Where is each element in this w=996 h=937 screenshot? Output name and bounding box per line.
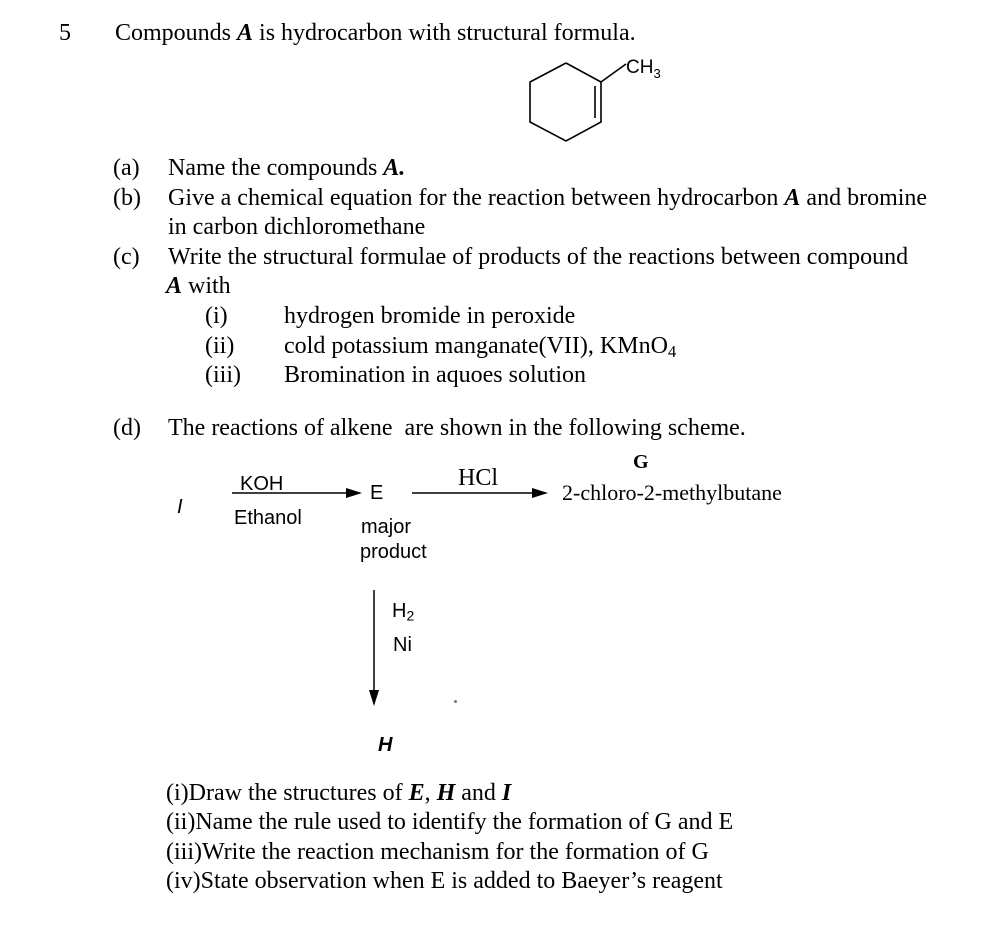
part-c-i-text: hydrogen bromide in peroxide	[284, 303, 576, 329]
intro-pre: Compounds	[115, 20, 238, 46]
stray-dot	[454, 700, 457, 703]
question-intro	[115, 19, 636, 47]
ring-bonds	[530, 63, 601, 141]
part-c-i-label: (i)	[205, 303, 228, 329]
question-i-prefix: (i)Draw the structures of	[166, 780, 409, 806]
arrow-h2-ni	[366, 590, 382, 708]
part-c-iii-text: Bromination in aquoes solution	[284, 362, 586, 388]
reagent-koh: KOH	[240, 473, 284, 495]
intro-post: is hydrocarbon with structural formula.	[253, 20, 636, 46]
kmno4-subscript: 4	[667, 342, 677, 362]
part-a-text	[168, 154, 405, 182]
reagent-h2-h: H	[392, 600, 407, 622]
question-iii: (iii)Write the reaction mechanism for the formation of G	[166, 839, 709, 865]
scheme-product: product	[360, 541, 427, 563]
kmno4-text: cold potassium manganate(VII), KMnO	[284, 333, 668, 359]
question-i-sep1: ,	[424, 780, 437, 806]
part-c-line2	[166, 272, 231, 300]
part-c-ii-label: (ii)	[205, 333, 235, 359]
question-ii: (ii)Name the rule used to identify the formation of G and E	[166, 809, 734, 835]
intro-compound: A	[237, 20, 254, 46]
question-i-h: H	[436, 780, 456, 806]
reagent-ni: Ni	[393, 634, 412, 656]
reagent-ethanol: Ethanol	[234, 507, 302, 529]
compound-a-structure	[500, 45, 700, 155]
scheme-final-h: H	[378, 734, 393, 756]
scheme-intermediate-e: E	[370, 482, 384, 504]
arrow-koh	[232, 486, 362, 500]
part-b-compound: A	[784, 185, 801, 211]
methyl-bond	[601, 64, 626, 82]
question-i	[166, 779, 511, 807]
part-b-post: and bromine	[800, 185, 928, 211]
part-c-compound: A	[166, 273, 183, 299]
arrow-hcl	[412, 486, 548, 500]
question-i-i: I	[501, 780, 512, 806]
part-b-text	[168, 184, 927, 212]
reagent-hcl: HCl	[458, 465, 499, 491]
part-c-ii-text	[284, 332, 676, 360]
part-c-with: with	[182, 273, 231, 299]
part-c-text: Write the structural formulae of products of the reactions between compound	[168, 244, 909, 270]
part-b-label: (b)	[113, 185, 141, 211]
part-b-pre: Give a chemical equation for the reaction between hydrocarbon	[168, 185, 785, 211]
question-i-e: E	[408, 780, 425, 806]
part-a-label: (a)	[113, 155, 140, 181]
question-iv: (iv)State observation when E is added to Baeyer’s reagent	[166, 868, 723, 894]
methyl-label: $CH_3$	[626, 57, 661, 81]
scheme-start-i: I	[177, 496, 183, 518]
part-b-line2: in carbon dichloromethane	[168, 214, 426, 240]
part-c-iii-label: (iii)	[205, 362, 241, 388]
part-c-label: (c)	[113, 244, 140, 270]
scheme-product-name: 2-chloro-2-methylbutane	[562, 480, 782, 505]
scheme-major: major	[361, 516, 412, 538]
question-number: 5	[59, 20, 71, 46]
reagent-h2	[392, 600, 414, 623]
part-d-text: The reactions of alkene are shown in the following scheme.	[168, 415, 746, 441]
reagent-h2-subscript: 2	[406, 607, 415, 624]
part-a-compound: A.	[383, 155, 406, 181]
part-a-pre: Name the compounds	[168, 155, 384, 181]
question-i-sep2: and	[455, 780, 502, 806]
part-d-label: (d)	[113, 415, 141, 441]
scheme-label-g: G	[633, 451, 649, 473]
